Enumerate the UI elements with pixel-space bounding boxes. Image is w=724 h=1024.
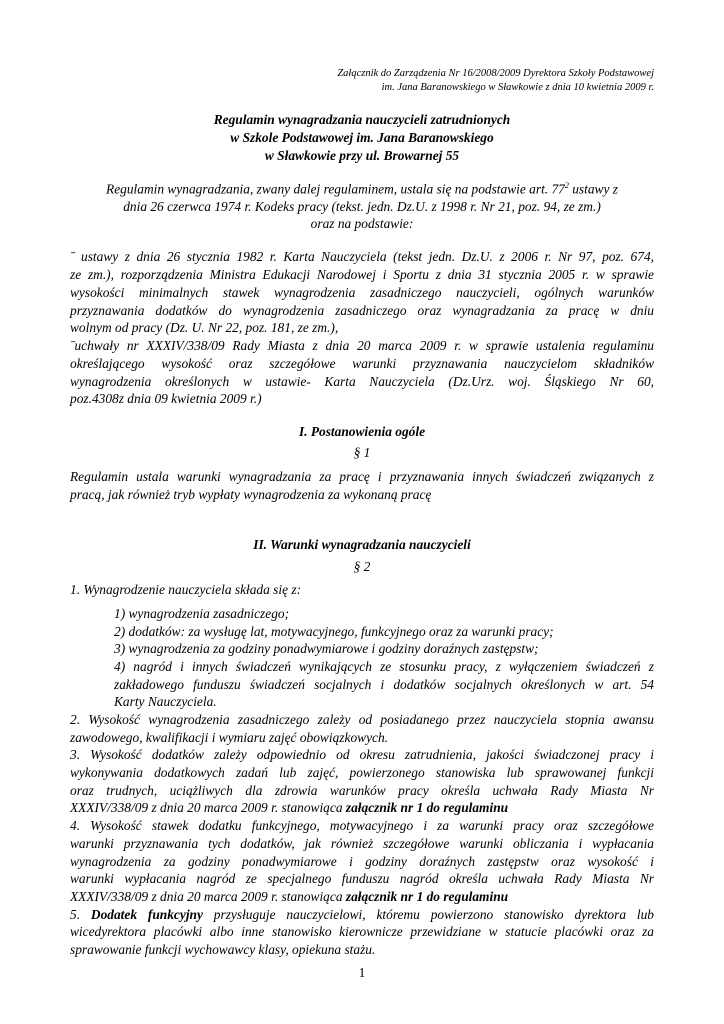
section-heading: II. Warunki wynagradzania nauczycieli xyxy=(253,537,471,552)
list-item: wynagrodzenia za godziny ponadwymiarowe i godziny doraźnych zastępstw oraz wysokość i xyxy=(70,854,654,869)
sub-list-item: zakładowego funduszu świadczeń socjalnych i dodatków socjalnych określonych w art. 54 xyxy=(114,677,654,692)
intro-line-2: dnia 26 czerwca 1974 r. Kodeks pracy (tekst. jedn. Dz.U. z 1998 r. Nr 21, poz. 94, ze zm.) xyxy=(123,199,601,214)
list-item: 5. Dodatek funkcyjny przysługuje nauczycielowi, któremu powierzono stanowisko dyrektora lub xyxy=(70,907,654,922)
sub-list-item: Karty Nauczyciela. xyxy=(114,694,217,709)
document-title-line-3: w Sławkowie przy ul. Browarnej 55 xyxy=(264,148,460,163)
sub-list-item: 1) wynagrodzenia zasadniczego; xyxy=(114,606,290,621)
basis-line: poz.4308z dnia 09 kwietnia 2009 r.) xyxy=(70,391,262,406)
attachment-header-line-2: im. Jana Baranowskiego w Sławkowie z dnia 10 kwietnia 2009 r. xyxy=(381,82,654,93)
list-item: warunki przyznawania tych dodatków, jak również szczegółowe warunki obliczania i wypłacania xyxy=(70,836,654,851)
basis-line: ˉ ustawy z dnia 26 stycznia 1982 r. Karta Nauczyciela (tekst jedn. Dz.U. z 2006 r. Nr 97, poz. 674, xyxy=(70,249,654,264)
intro-line-1: Regulamin wynagradzania, zwany dalej regulaminem, ustala się na podstawie art. $77^2$ ustawy z xyxy=(106,181,618,197)
intro-line-3: oraz na podstawie: xyxy=(310,216,414,231)
sub-list-item: 3) wynagrodzenia za godziny ponadwymiarowe i godziny doraźnych zastępstw; xyxy=(114,641,539,656)
section-1-line: Regulamin ustala warunki wynagradzania za pracę i przyznawania innych świadczeń związanych z xyxy=(70,469,654,484)
document-title-line-2: w Szkole Podstawowej im. Jana Baranowskiego xyxy=(230,130,494,145)
function-allowance-term: Dodatek funkcyjny xyxy=(90,907,203,922)
list-item: oraz trudnych, uciążliwych dla zdrowia warunków pracy określa uchwała Rady Miasta Nr xyxy=(70,783,654,798)
attachment-reference: załącznik nr 1 do regulaminu xyxy=(345,889,509,904)
list-item: warunki wypłacania nagród ze specjalnego funduszu nagród określa uchwała Rady Miasta Nr xyxy=(70,871,654,886)
list-item: sprawowanie funkcji wychowawcy klasy, opiekuna stażu. xyxy=(70,942,376,957)
basis-line: wynagrodzenia określonych w ustawie- Karta Nauczyciela (Dz.Urz. woj. Śląskiego Nr 60, xyxy=(70,374,654,389)
list-item: XXXIV/338/09 z dnia 20 marca 2009 r. stanowiąca załącznik nr 1 do regulaminu xyxy=(70,800,509,815)
basis-line: ˉuchwały nr XXXIV/338/09 Rady Miasta z dnia 20 marca 2009 r. w sprawie ustalenia regulaminu xyxy=(70,338,654,353)
list-item: wykonywania dodatkowych zadań lub zajęć, powierzonego stanowiska lub sprawowanej funkcji xyxy=(70,765,654,780)
page-number: 1 xyxy=(358,965,366,980)
attachment-reference: załącznik nr 1 do regulaminu xyxy=(345,800,509,815)
list-item: 2. Wysokość wynagrodzenia zasadniczego zależy od posiadanego przez nauczyciela stopnia awansu xyxy=(70,712,654,727)
basis-line: przyznawania dodatków do wynagrodzenia zasadniczego oraz wynagradzania za pracę w dniu xyxy=(70,303,654,318)
list-item: wicedyrektora placówki albo inne stanowisko kierownicze przewidziane w statucie placówki oraz za xyxy=(70,924,654,939)
sub-list-item: 4) nagród i innych świadczeń wynikających ze stosunku pracy, z wyłączeniem świadczeń z xyxy=(114,659,654,674)
section-heading: I. Postanowienia ogóle xyxy=(298,424,426,439)
document-title-line-1: Regulamin wynagradzania nauczycieli zatrudnionych xyxy=(213,112,511,127)
basis-line: wolnym od pracy (Dz. U. Nr 22, poz. 181, ze zm.), xyxy=(70,320,339,335)
list-item: zawodowego, kwalifikacji i wymiaru zajęć obowiązkowych. xyxy=(70,730,388,745)
list-item: 3. Wysokość dodatków zależy odpowiednio od okresu zatrudnienia, jakości świadczonej pracy i xyxy=(70,747,654,762)
section-1-line: pracą, jak również tryb wypłaty wynagrodzenia za wykonaną pracę xyxy=(70,487,432,502)
basis-line: wysokości minimalnych stawek wynagrodzenia zasadniczego nauczycieli, ogólnych warunków xyxy=(70,285,654,300)
basis-line: ze zm.), rozporządzenia Ministra Edukacji Narodowej i Sportu z dnia 31 stycznia 2005 r. w sprawie xyxy=(70,267,654,282)
basis-line: określającego wysokość oraz szczegółowe warunki przyznawania nauczycielom składników xyxy=(70,356,654,371)
list-item: 1. Wynagrodzenie nauczyciela składa się z: xyxy=(70,582,302,597)
paragraph-symbol: § 1 xyxy=(353,445,371,460)
sub-list-item: 2) dodatków: za wysługę lat, motywacyjnego, funkcyjnego oraz za warunki pracy; xyxy=(114,624,554,639)
attachment-header-line-1: Załącznik do Zarządzenia Nr 16/2008/2009 Dyrektora Szkoły Podstawowej xyxy=(337,68,654,79)
list-item: 4. Wysokość stawek dodatku funkcyjnego, motywacyjnego i za warunki pracy oraz szczegółowe xyxy=(70,818,654,833)
paragraph-symbol: § 2 xyxy=(353,559,371,574)
list-item: XXXIV/338/09 z dnia 20 marca 2009 r. stanowiąca załącznik nr 1 do regulaminu xyxy=(70,889,509,904)
